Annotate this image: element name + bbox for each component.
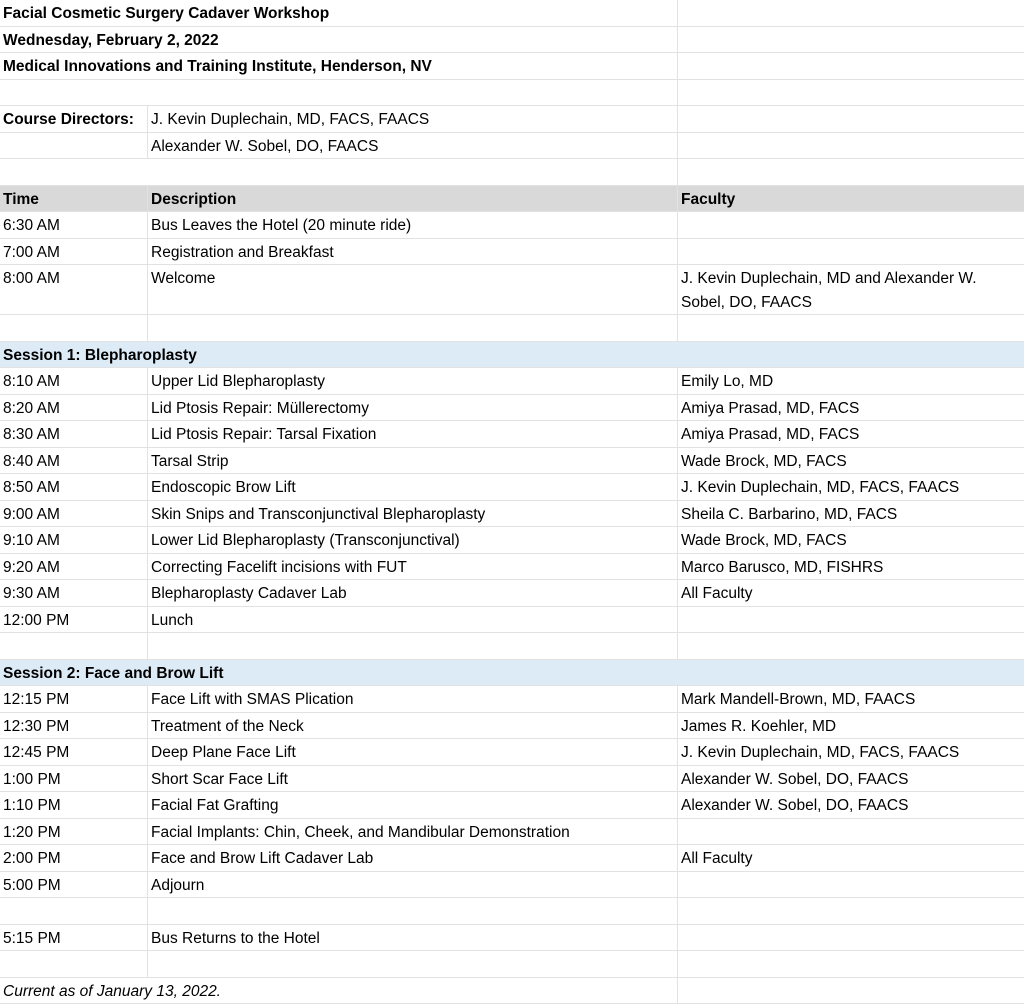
director-name: Alexander W. Sobel, DO, FAACS (148, 133, 678, 159)
time-cell: 12:45 PM (0, 739, 148, 765)
faculty-cell: J. Kevin Duplechain, MD and Alexander W. Sobel, DO, FAACS (681, 270, 977, 311)
blank-row (0, 951, 1024, 978)
time-cell: 5:15 PM (0, 925, 148, 951)
faculty-cell: Mark Mandell-Brown, MD, FAACS (681, 691, 916, 708)
description-cell: Deep Plane Face Lift (148, 739, 678, 765)
description-cell: Registration and Breakfast (148, 239, 678, 265)
faculty-header: Faculty (681, 190, 736, 208)
table-row (0, 713, 1024, 740)
table-row (0, 474, 1024, 501)
table-row (0, 739, 1024, 766)
table-row (0, 766, 1024, 793)
blank-row (0, 159, 1024, 186)
description-cell: Lunch (148, 607, 678, 633)
director-name: J. Kevin Duplechain, MD, FACS, FAACS (148, 106, 678, 132)
table-row (0, 368, 1024, 395)
time-header: Time (0, 186, 148, 212)
faculty-cell: Wade Brock, MD, FACS (681, 532, 847, 549)
time-cell: 8:30 AM (0, 421, 148, 447)
table-row (0, 925, 1024, 952)
blank-row (0, 80, 1024, 107)
blank-row (0, 633, 1024, 660)
session-title: Session 2: Face and Brow Lift (3, 664, 224, 682)
time-cell: 1:10 PM (0, 792, 148, 818)
table-row (0, 554, 1024, 581)
time-cell: 5:00 PM (0, 872, 148, 898)
footer-row (0, 978, 1024, 1005)
time-cell: 9:30 AM (0, 580, 148, 606)
table-row (0, 527, 1024, 554)
description-cell: Lid Ptosis Repair: Tarsal Fixation (148, 421, 678, 447)
description-cell: Lower Lid Blepharoplasty (Transconjunctival) (148, 527, 678, 553)
faculty-cell: Emily Lo, MD (681, 373, 774, 390)
session-header-row (0, 342, 1024, 369)
faculty-cell (678, 925, 1024, 951)
faculty-cell: All Faculty (681, 585, 753, 602)
faculty-cell: Alexander W. Sobel, DO, FAACS (681, 797, 909, 814)
table-row (0, 239, 1024, 266)
description-cell: Skin Snips and Transconjunctival Blepharoplasty (148, 501, 678, 527)
time-cell: 1:00 PM (0, 766, 148, 792)
time-cell: 7:00 AM (0, 239, 148, 265)
faculty-cell: All Faculty (681, 850, 753, 867)
column-header-row (0, 186, 1024, 213)
time-cell: 8:10 AM (0, 368, 148, 394)
session-title: Session 1: Blepharoplasty (3, 346, 197, 364)
time-cell: 8:40 AM (0, 448, 148, 474)
description-cell: Endoscopic Brow Lift (148, 474, 678, 500)
directors-row (0, 106, 1024, 133)
description-header: Description (148, 186, 678, 212)
faculty-cell: James R. Koehler, MD (681, 717, 837, 735)
table-row (0, 580, 1024, 607)
title-row (0, 0, 1024, 27)
description-cell: Blepharoplasty Cadaver Lab (148, 580, 678, 606)
description-cell: Lid Ptosis Repair: Müllerectomy (148, 395, 678, 421)
workshop-date: Wednesday, February 2, 2022 (0, 27, 678, 53)
time-cell: 9:10 AM (0, 527, 148, 553)
description-cell: Short Scar Face Lift (148, 766, 678, 792)
description-cell: Tarsal Strip (148, 448, 678, 474)
directors-label: Course Directors: (0, 106, 148, 132)
description-cell: Correcting Facelift incisions with FUT (148, 554, 678, 580)
directors-row (0, 133, 1024, 160)
faculty-cell: Amiya Prasad, MD, FACS (681, 426, 860, 443)
table-row (0, 421, 1024, 448)
time-cell: 8:00 AM (0, 265, 148, 314)
table-row (0, 501, 1024, 528)
time-cell: 8:20 AM (0, 395, 148, 421)
table-row (0, 212, 1024, 239)
date-row (0, 27, 1024, 54)
table-row (0, 265, 1024, 315)
venue-row (0, 53, 1024, 80)
faculty-cell: J. Kevin Duplechain, MD, FACS, FAACS (681, 479, 960, 496)
table-row (0, 845, 1024, 872)
time-cell: 12:15 PM (0, 686, 148, 712)
session-header-row (0, 660, 1024, 687)
time-cell: 8:50 AM (0, 474, 148, 500)
faculty-cell: Wade Brock, MD, FACS (681, 452, 847, 470)
time-cell: 2:00 PM (0, 845, 148, 871)
faculty-cell (678, 819, 1024, 845)
blank-row (0, 315, 1024, 342)
faculty-cell (678, 239, 1024, 265)
faculty-cell: Marco Barusco, MD, FISHRS (681, 558, 884, 576)
table-row (0, 872, 1024, 899)
description-cell: Treatment of the Neck (148, 713, 678, 739)
table-row (0, 448, 1024, 475)
faculty-cell: Sheila C. Barbarino, MD, FACS (681, 505, 898, 523)
description-cell: Facial Implants: Chin, Cheek, and Mandibular Demonstration (148, 819, 678, 845)
description-cell: Facial Fat Grafting (148, 792, 678, 818)
description-cell: Welcome (148, 265, 678, 314)
description-cell: Upper Lid Blepharoplasty (148, 368, 678, 394)
faculty-cell: Alexander W. Sobel, DO, FAACS (681, 770, 909, 788)
faculty-cell (678, 872, 1024, 898)
table-row (0, 395, 1024, 422)
time-cell: 6:30 AM (0, 212, 148, 238)
description-cell: Face Lift with SMAS Plication (148, 686, 678, 712)
time-cell: 1:20 PM (0, 819, 148, 845)
faculty-cell: Amiya Prasad, MD, FACS (681, 399, 860, 417)
time-cell: 12:00 PM (0, 607, 148, 633)
footer-note: Current as of January 13, 2022. (0, 978, 678, 1004)
time-cell: 9:00 AM (0, 501, 148, 527)
faculty-cell (678, 212, 1024, 238)
time-cell: 12:30 PM (0, 713, 148, 739)
table-row (0, 607, 1024, 634)
table-row (0, 819, 1024, 846)
table-row (0, 792, 1024, 819)
workshop-title: Facial Cosmetic Surgery Cadaver Workshop (0, 0, 678, 26)
description-cell: Bus Leaves the Hotel (20 minute ride) (148, 212, 678, 238)
faculty-cell: J. Kevin Duplechain, MD, FACS, FAACS (681, 744, 960, 761)
faculty-cell (678, 607, 1024, 633)
time-cell: 9:20 AM (0, 554, 148, 580)
table-row (0, 686, 1024, 713)
description-cell: Face and Brow Lift Cadaver Lab (148, 845, 678, 871)
blank-row (0, 898, 1024, 925)
workshop-venue: Medical Innovations and Training Institute, Henderson, NV (0, 53, 678, 79)
description-cell: Bus Returns to the Hotel (148, 925, 678, 951)
description-cell: Adjourn (148, 872, 678, 898)
